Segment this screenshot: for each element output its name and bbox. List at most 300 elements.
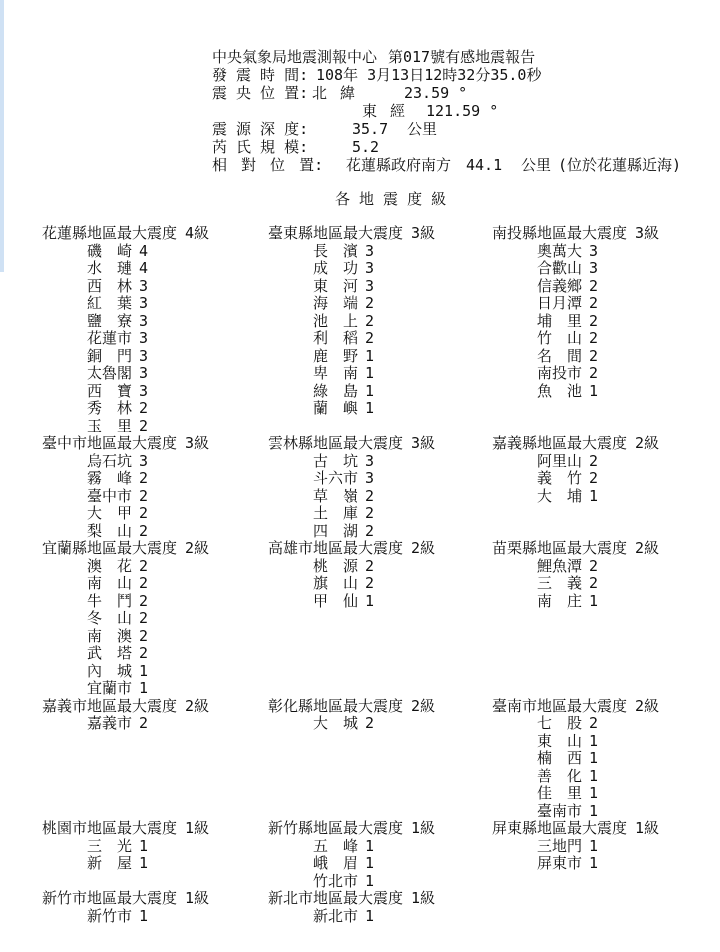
relative-location-note: (位於花蓮縣近海) [558, 156, 682, 174]
station-intensity: 2 [139, 644, 149, 662]
station-name: 新竹市 [87, 906, 133, 925]
station-intensity: 1 [589, 486, 599, 505]
region-block [268, 820, 478, 890]
region-max-intensity-label: 花蓮縣地區最大震度 [42, 224, 178, 242]
station-name: 南 山 [87, 574, 133, 592]
report-center-name: 中央氣象局地震測報中心 [212, 48, 378, 66]
station-row [492, 733, 702, 751]
station-intensity: 1 [139, 906, 149, 925]
station-intensity: 1 [365, 381, 375, 400]
station-intensity: 2 [589, 451, 599, 470]
station-row [42, 243, 252, 261]
station-intensity: 1 [589, 854, 599, 872]
magnitude-value: 5.2 [352, 138, 380, 156]
station-row [42, 715, 252, 733]
station-intensity: 1 [365, 346, 375, 365]
station-intensity: 3 [365, 469, 375, 487]
region-block [42, 540, 252, 698]
station-intensity: 2 [365, 294, 375, 312]
station-name: 花蓮市 [87, 329, 133, 347]
station-row [268, 243, 478, 261]
focal-depth-value: 35.7 [352, 120, 389, 138]
station-name: 池 上 [313, 311, 359, 330]
station-row [268, 260, 478, 278]
region-max-intensity-label: 新北市地區最大震度 [268, 889, 404, 907]
latitude-label: 北 緯 [312, 84, 356, 102]
station-name: 西 寶 [87, 381, 133, 400]
station-row [42, 313, 252, 331]
station-intensity: 2 [139, 416, 149, 435]
station-intensity: 3 [139, 311, 149, 330]
station-name: 銅 門 [87, 346, 133, 365]
region-block [492, 540, 702, 610]
region-header [42, 225, 252, 243]
station-row [492, 855, 702, 873]
station-intensity: 1 [589, 784, 599, 802]
station-intensity: 2 [365, 311, 375, 330]
region-max-intensity-label: 宜蘭縣地區最大震度 [42, 539, 178, 557]
region-header [42, 820, 252, 838]
region-header [268, 698, 478, 716]
station-row [42, 645, 252, 663]
region-header [492, 540, 702, 558]
station-row [42, 593, 252, 611]
station-row [492, 558, 702, 576]
station-name: 義 竹 [537, 469, 583, 487]
station-row [492, 453, 702, 471]
magnitude-label: 芮 氏 規 模: [212, 138, 309, 156]
relative-location-unit: 公里 [521, 156, 552, 174]
region-max-intensity-label: 苗栗縣地區最大震度 [492, 539, 628, 557]
station-name: 新 屋 [87, 854, 133, 872]
station-row [42, 453, 252, 471]
station-row [268, 400, 478, 418]
station-row [492, 365, 702, 383]
station-intensity: 3 [365, 241, 375, 260]
region-max-intensity-level: 1級 [635, 819, 660, 837]
station-row [492, 768, 702, 786]
region-block [268, 890, 478, 925]
station-row [42, 908, 252, 926]
station-intensity: 2 [365, 714, 375, 732]
station-row [268, 470, 478, 488]
station-name: 善 化 [537, 766, 583, 785]
region-header [268, 435, 478, 453]
station-intensity: 3 [139, 329, 149, 347]
relative-location-reference: 花蓮縣政府南方 [346, 156, 452, 174]
station-intensity: 1 [589, 836, 599, 855]
region-max-intensity-level: 3級 [185, 434, 210, 452]
station-intensity: 2 [365, 556, 375, 575]
station-name: 桃 源 [313, 556, 359, 575]
station-intensity: 2 [589, 714, 599, 732]
station-intensity: 3 [365, 276, 375, 295]
station-intensity: 2 [589, 574, 599, 592]
station-intensity: 1 [589, 801, 599, 820]
station-intensity: 3 [589, 241, 599, 260]
station-row [268, 348, 478, 366]
region-max-intensity-level: 1級 [411, 819, 436, 837]
station-name: 烏石坑 [87, 451, 133, 470]
station-row [42, 470, 252, 488]
station-intensity: 2 [365, 504, 375, 522]
station-name: 梨 山 [87, 521, 133, 540]
intensity-section-heading: 各 地 震 度 級 [335, 190, 447, 208]
station-name: 屏東市 [537, 854, 583, 872]
station-intensity: 3 [589, 259, 599, 277]
station-name: 古 坑 [313, 451, 359, 470]
region-block [492, 225, 702, 400]
station-row [268, 908, 478, 926]
region-block [42, 225, 252, 435]
region-header [42, 540, 252, 558]
station-row [42, 663, 252, 681]
station-intensity: 2 [365, 521, 375, 540]
region-block [42, 698, 252, 733]
station-intensity: 1 [589, 749, 599, 767]
region-block [42, 435, 252, 540]
station-name: 卑 南 [313, 364, 359, 382]
station-row [492, 348, 702, 366]
station-row [268, 523, 478, 541]
station-intensity: 2 [365, 574, 375, 592]
station-intensity: 3 [139, 276, 149, 295]
station-name: 五 峰 [313, 836, 359, 855]
station-intensity: 1 [589, 766, 599, 785]
station-intensity: 3 [139, 364, 149, 382]
station-row [42, 610, 252, 628]
station-row [268, 873, 478, 891]
station-row [42, 575, 252, 593]
region-max-intensity-label: 新竹市地區最大震度 [42, 889, 178, 907]
station-name: 鹿 野 [313, 346, 359, 365]
station-name: 冬 山 [87, 609, 133, 627]
station-name: 利 稻 [313, 329, 359, 347]
station-row [492, 575, 702, 593]
station-row [42, 505, 252, 523]
region-header [42, 698, 252, 716]
region-max-intensity-label: 嘉義市地區最大震度 [42, 696, 178, 715]
station-name: 四 湖 [313, 521, 359, 540]
station-intensity: 2 [139, 521, 149, 540]
origin-time-value: 108年 3月13日12時32分35.0秒 [316, 66, 542, 84]
station-row [268, 505, 478, 523]
station-name: 紅 葉 [87, 294, 133, 312]
station-name: 南 庄 [537, 591, 583, 610]
station-name: 竹北市 [313, 871, 359, 890]
station-row [492, 593, 702, 611]
station-row [42, 628, 252, 646]
region-header [268, 540, 478, 558]
station-row [268, 453, 478, 471]
station-row [268, 488, 478, 506]
station-row [268, 383, 478, 401]
station-row [268, 278, 478, 296]
station-intensity: 2 [589, 311, 599, 330]
station-intensity: 1 [365, 854, 375, 872]
station-row [492, 715, 702, 733]
station-intensity: 1 [365, 836, 375, 855]
station-row [268, 715, 478, 733]
station-row [492, 488, 702, 506]
station-name: 新北市 [313, 906, 359, 925]
station-name: 甲 仙 [313, 591, 359, 610]
station-name: 楠 西 [537, 749, 583, 767]
station-row [42, 838, 252, 856]
region-block [492, 435, 702, 505]
focal-depth-label: 震 源 深 度: [212, 120, 309, 138]
station-row [42, 523, 252, 541]
region-max-intensity-label: 新竹縣地區最大震度 [268, 819, 404, 837]
region-block [42, 820, 252, 873]
station-intensity: 2 [139, 469, 149, 487]
station-name: 臺中市 [87, 486, 133, 505]
station-name: 牛 鬥 [87, 591, 133, 610]
longitude-value: 121.59 ° [426, 102, 499, 120]
station-intensity: 2 [139, 399, 149, 417]
station-intensity: 1 [589, 731, 599, 750]
station-intensity: 3 [365, 451, 375, 470]
relative-location-label: 相 對 位 置: [212, 156, 324, 174]
region-header [42, 890, 252, 908]
station-row [42, 558, 252, 576]
station-name: 大 城 [313, 714, 359, 732]
station-name: 斗六市 [313, 469, 359, 487]
region-header [492, 435, 702, 453]
station-name: 鹽 寮 [87, 311, 133, 330]
station-row [42, 278, 252, 296]
station-name: 草 嶺 [313, 486, 359, 505]
station-intensity: 2 [139, 504, 149, 522]
station-intensity: 4 [139, 241, 149, 260]
region-max-intensity-label: 彰化縣地區最大震度 [268, 696, 404, 715]
station-intensity: 1 [139, 661, 149, 680]
region-max-intensity-level: 1級 [185, 819, 210, 837]
station-row [268, 855, 478, 873]
region-max-intensity-level: 1級 [411, 889, 436, 907]
station-name: 旗 山 [313, 574, 359, 592]
region-header [492, 225, 702, 243]
station-intensity: 2 [139, 626, 149, 645]
station-row [492, 838, 702, 856]
station-name: 海 端 [313, 294, 359, 312]
region-max-intensity-level: 2級 [635, 539, 660, 557]
station-name: 成 功 [313, 259, 359, 277]
station-name: 宜蘭市 [87, 679, 133, 697]
station-intensity: 3 [139, 294, 149, 312]
station-intensity: 2 [365, 329, 375, 347]
station-row [268, 575, 478, 593]
station-name: 合歡山 [537, 259, 583, 277]
station-name: 臺南市 [537, 801, 583, 820]
station-intensity: 2 [589, 469, 599, 487]
station-intensity: 4 [139, 259, 149, 277]
station-row [492, 330, 702, 348]
station-name: 竹 山 [537, 329, 583, 347]
latitude-value: 23.59 ° [404, 84, 468, 102]
station-name: 長 濱 [313, 241, 359, 260]
epicenter-label: 震 央 位 置: [212, 84, 309, 102]
longitude-label: 東 經 [362, 102, 406, 120]
region-max-intensity-level: 4級 [185, 224, 210, 242]
station-intensity: 1 [365, 871, 375, 890]
station-intensity: 1 [365, 906, 375, 925]
region-block [42, 890, 252, 925]
region-max-intensity-level: 2級 [185, 696, 210, 715]
station-intensity: 1 [139, 679, 149, 697]
region-header [492, 820, 702, 838]
station-intensity: 2 [365, 486, 375, 505]
station-name: 霧 峰 [87, 469, 133, 487]
region-max-intensity-label: 臺南市地區最大震度 [492, 696, 628, 715]
region-max-intensity-label: 桃園市地區最大震度 [42, 819, 178, 837]
station-name: 大 埔 [537, 486, 583, 505]
station-name: 大 甲 [87, 504, 133, 522]
station-row [42, 260, 252, 278]
station-name: 埔 里 [537, 311, 583, 330]
station-name: 東 山 [537, 731, 583, 750]
station-intensity: 3 [139, 381, 149, 400]
station-row [42, 330, 252, 348]
station-row [42, 400, 252, 418]
station-intensity: 1 [589, 381, 599, 400]
station-row [492, 803, 702, 821]
station-intensity: 1 [365, 399, 375, 417]
station-name: 南 澳 [87, 626, 133, 645]
station-intensity: 1 [589, 591, 599, 610]
station-intensity: 2 [139, 609, 149, 627]
station-name: 武 塔 [87, 644, 133, 662]
station-name: 名 間 [537, 346, 583, 365]
region-block [492, 820, 702, 873]
region-header [42, 435, 252, 453]
station-row [42, 295, 252, 313]
station-intensity: 1 [139, 854, 149, 872]
station-row [268, 330, 478, 348]
region-max-intensity-level: 3級 [635, 224, 660, 242]
station-row [492, 243, 702, 261]
station-name: 西 林 [87, 276, 133, 295]
station-name: 日月潭 [537, 294, 583, 312]
region-max-intensity-level: 2級 [411, 696, 436, 715]
origin-time-label: 發 震 時 間: [212, 66, 309, 84]
station-row [268, 593, 478, 611]
station-row [268, 295, 478, 313]
station-name: 水 璉 [87, 259, 133, 277]
region-header [492, 698, 702, 716]
region-max-intensity-label: 屏東縣地區最大震度 [492, 819, 628, 837]
station-name: 鯉魚潭 [537, 556, 583, 575]
station-row [492, 750, 702, 768]
station-intensity: 3 [139, 451, 149, 470]
region-max-intensity-label: 南投縣地區最大震度 [492, 224, 628, 242]
station-row [492, 470, 702, 488]
station-row [492, 260, 702, 278]
station-name: 內 城 [87, 661, 133, 680]
station-name: 玉 里 [87, 416, 133, 435]
station-intensity: 2 [589, 329, 599, 347]
station-intensity: 1 [365, 591, 375, 610]
station-row [42, 418, 252, 436]
station-intensity: 2 [139, 591, 149, 610]
region-max-intensity-label: 臺東縣地區最大震度 [268, 224, 404, 242]
station-intensity: 3 [139, 346, 149, 365]
station-row [42, 383, 252, 401]
station-row [42, 680, 252, 698]
station-name: 太魯閣 [87, 364, 133, 382]
region-header [268, 225, 478, 243]
station-name: 佳 里 [537, 784, 583, 802]
station-intensity: 1 [139, 836, 149, 855]
station-intensity: 1 [365, 364, 375, 382]
region-max-intensity-level: 3級 [411, 224, 436, 242]
station-row [492, 278, 702, 296]
station-intensity: 2 [139, 556, 149, 575]
station-name: 南投市 [537, 364, 583, 382]
region-max-intensity-label: 雲林縣地區最大震度 [268, 434, 404, 452]
region-max-intensity-level: 2級 [411, 539, 436, 557]
station-intensity: 2 [589, 294, 599, 312]
region-max-intensity-level: 1級 [185, 889, 210, 907]
station-row [268, 838, 478, 856]
station-intensity: 2 [139, 486, 149, 505]
station-row [492, 313, 702, 331]
station-name: 三 義 [537, 574, 583, 592]
station-name: 澳 花 [87, 556, 133, 575]
station-row [268, 558, 478, 576]
region-block [268, 698, 478, 733]
station-name: 磯 崎 [87, 241, 133, 260]
station-name: 三 光 [87, 836, 133, 855]
region-max-intensity-level: 3級 [411, 434, 436, 452]
station-name: 三地門 [537, 836, 583, 855]
station-name: 嘉義市 [87, 714, 133, 732]
station-name: 綠 島 [313, 381, 359, 400]
station-name: 峨 眉 [313, 854, 359, 872]
region-header [268, 820, 478, 838]
station-row [42, 488, 252, 506]
focal-depth-unit: 公里 [407, 120, 438, 138]
station-name: 秀 林 [87, 399, 133, 417]
region-block [268, 435, 478, 540]
station-row [42, 348, 252, 366]
station-name: 信義鄉 [537, 276, 583, 295]
region-max-intensity-label: 臺中市地區最大震度 [42, 434, 178, 452]
relative-location-distance: 44.1 [466, 156, 503, 174]
station-name: 七 股 [537, 714, 583, 732]
station-row [492, 383, 702, 401]
region-max-intensity-level: 2級 [185, 539, 210, 557]
region-max-intensity-level: 2級 [635, 696, 660, 715]
station-row [268, 365, 478, 383]
station-name: 蘭 嶼 [313, 399, 359, 417]
region-block [492, 698, 702, 821]
station-intensity: 2 [139, 574, 149, 592]
station-row [42, 855, 252, 873]
station-name: 東 河 [313, 276, 359, 295]
region-max-intensity-level: 2級 [635, 434, 660, 452]
report-title: 第017號有感地震報告 [388, 48, 536, 66]
region-max-intensity-label: 高雄市地區最大震度 [268, 539, 404, 557]
station-row [268, 313, 478, 331]
region-block [268, 225, 478, 418]
station-intensity: 2 [589, 276, 599, 295]
region-header [268, 890, 478, 908]
station-row [492, 785, 702, 803]
station-row [492, 295, 702, 313]
station-name: 阿里山 [537, 451, 583, 470]
station-intensity: 2 [589, 364, 599, 382]
